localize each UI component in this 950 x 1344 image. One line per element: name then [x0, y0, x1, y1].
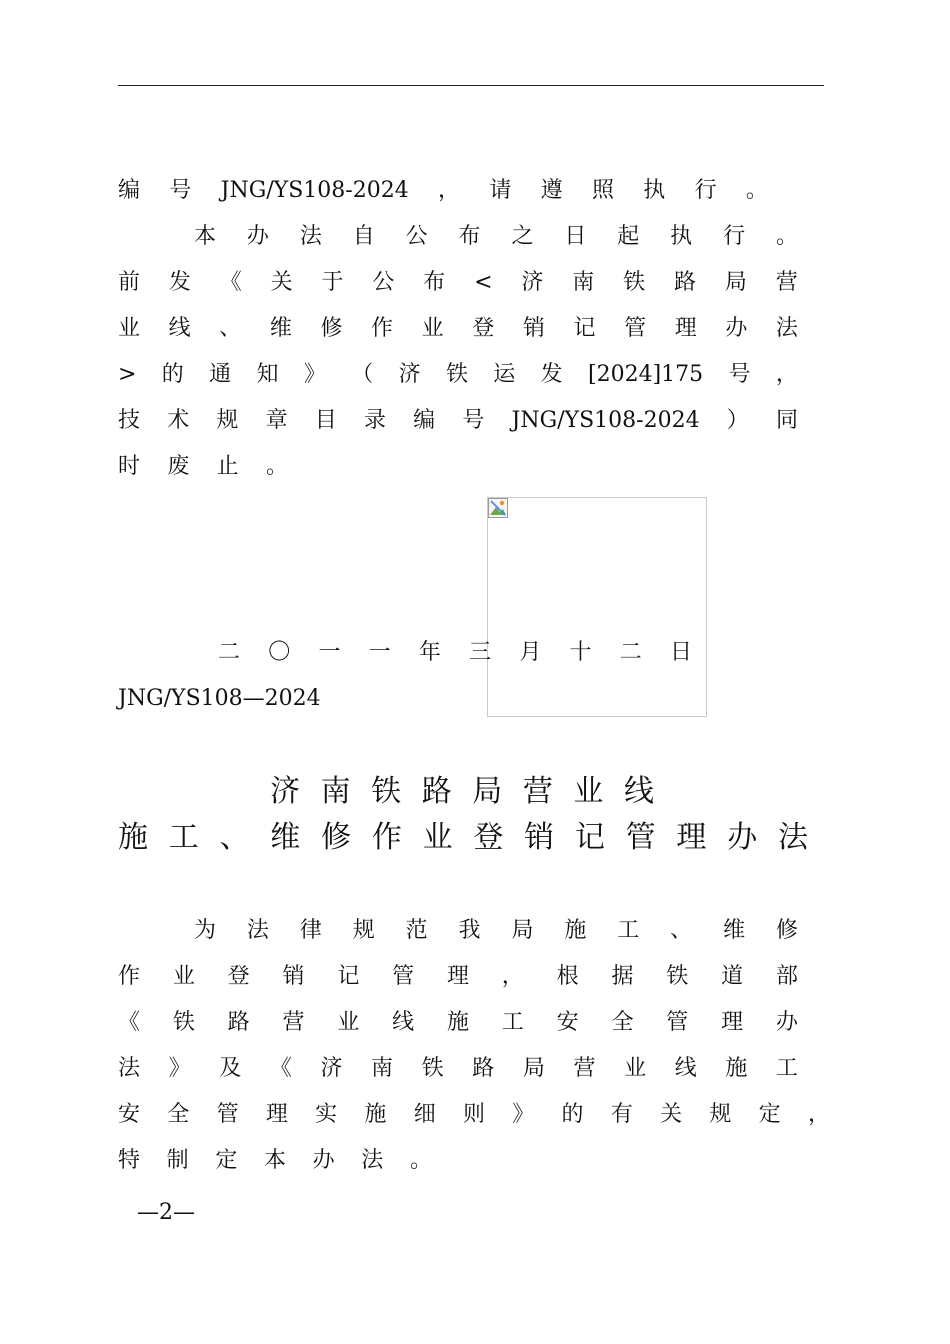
title-line-1: 济 南 铁 路 局 营 业 线 — [270, 774, 654, 809]
title-line-2: 施 工 、 维 修 作 业 登 销 记 管 理 办 法 — [118, 820, 808, 855]
paragraph-2-line-4: 法 》 及 《 济 南 铁 路 局 营 业 线 施 工 — [118, 1056, 798, 1081]
paragraph-2-line-3: 《 铁 路 营 业 线 施 工 安 全 管 理 办 — [118, 1010, 798, 1035]
paragraph-1-line-7: 时 废 止 。 — [118, 454, 288, 479]
document-code: JNG/YS108—2024 — [118, 686, 321, 711]
header-rule — [118, 85, 824, 86]
paragraph-1-line-6: 技 术 规 章 目 录 编 号 JNG/YS108-2024 ） 同 — [118, 408, 798, 433]
paragraph-1-line-2: 本 办 法 自 公 布 之 日 起 执 行 。 — [194, 224, 798, 249]
page-number: —2— — [137, 1200, 195, 1225]
paragraph-2-line-5: 安 全 管 理 实 施 细 则 》 的 有 关 规 定 ， — [118, 1102, 830, 1127]
paragraph-1-line-5: > 的 通 知 》 （ 济 铁 运 发 [2024]175 号 ， — [118, 362, 798, 387]
issue-date: 二 〇 一 一 年 三 月 十 二 日 — [218, 640, 692, 665]
paragraph-2-line-2: 作 业 登 销 记 管 理 ， 根 据 铁 道 部 — [118, 964, 798, 989]
paragraph-2-line-6: 特 制 定 本 办 法 。 — [118, 1148, 432, 1173]
paragraph-2-line-1: 为 法 律 规 范 我 局 施 工 、 维 修 — [194, 918, 798, 943]
paragraph-1-line-4: 业 线 、 维 修 作 业 登 销 记 管 理 办 法 — [118, 316, 798, 341]
broken-image-icon — [488, 498, 508, 518]
paragraph-1-line-3: 前 发 《 关 于 公 布 < 济 南 铁 路 局 营 — [118, 270, 798, 295]
paragraph-1-line-1: 编 号 JNG/YS108-2024 ， 请 遵 照 执 行 。 — [118, 178, 768, 203]
stamp-image-placeholder — [487, 497, 707, 717]
